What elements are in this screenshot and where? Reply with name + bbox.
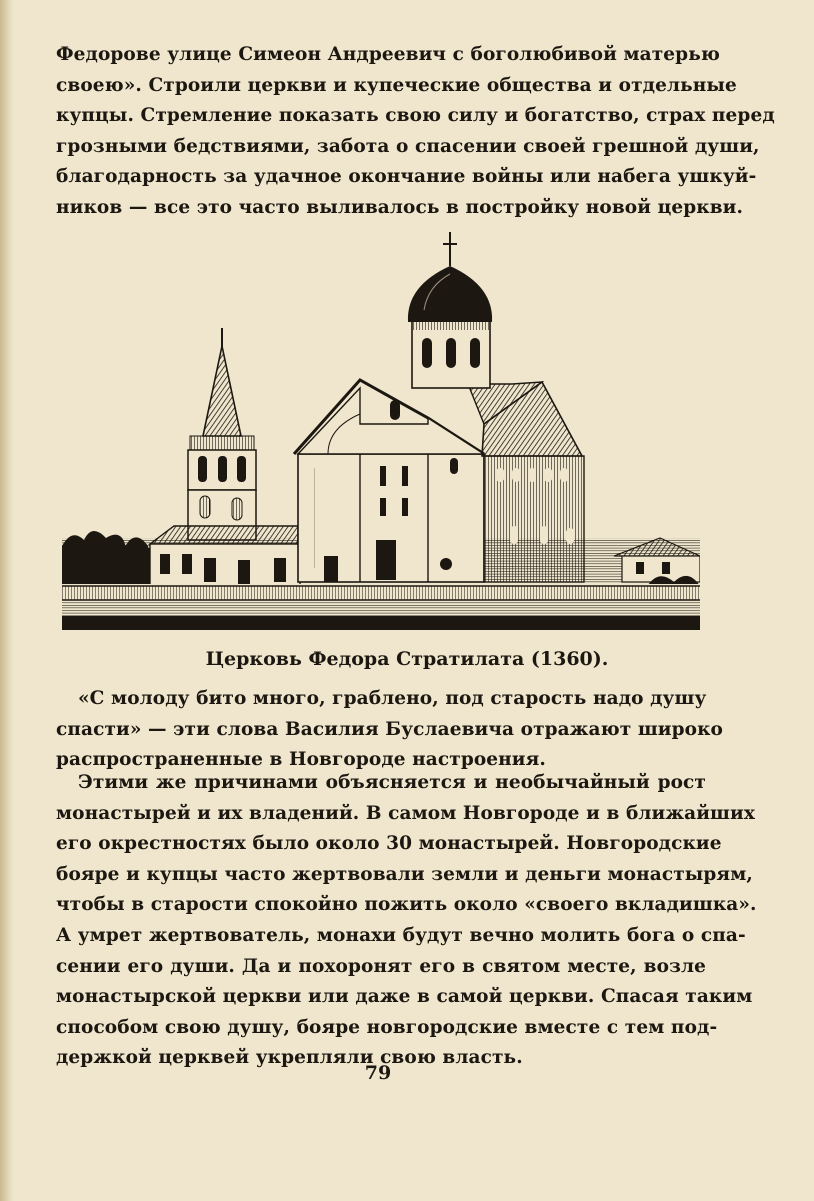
- trees-left: [62, 531, 152, 588]
- paragraph-line: спасти» — эти слова Василия Буслаевича отражают широко: [56, 718, 723, 740]
- fence: [62, 584, 700, 602]
- paragraph-line: его окрестностях было около 30 монастырей. Новгородские: [56, 833, 722, 855]
- paragraph-line: купцы. Стремление показать свою силу и богатство, страх перед: [56, 105, 775, 127]
- paragraph-line: монастырей и их владений. В самом Новгороде и в ближайших: [56, 802, 755, 824]
- page-number: 79: [364, 1062, 392, 1084]
- bell-tower: [188, 328, 256, 540]
- paragraph-line: чтобы в старости спокойно пожить около «своего вкладишка».: [56, 894, 757, 916]
- paragraph-line: благодарность за удачное окончание войны или набега ушкуй-: [56, 166, 757, 188]
- page-binding-edge: [0, 0, 14, 1201]
- paragraph-line: распространенные в Новгороде настроения.: [56, 749, 546, 771]
- paragraph-3: [56, 768, 757, 1074]
- paragraph-line: монастырской церкви или даже в самой церкви. Спасая таким: [56, 986, 753, 1008]
- church-main: [294, 380, 484, 582]
- drum-and-dome: [408, 232, 492, 388]
- paragraph-line: грозными бедствиями, забота о спасении своей грешной души,: [56, 135, 760, 157]
- paragraph-line: сении его души. Да и похоронят его в святом месте, возле: [56, 955, 706, 977]
- paragraph-line: бояре и купцы часто жертвовали земли и деньги монастырям,: [56, 863, 753, 885]
- paragraph-line: держкой церквей укрепляли свою власть.: [56, 1047, 523, 1069]
- paragraph-line: ников — все это часто выливалось в постройку новой церкви.: [56, 196, 744, 218]
- paragraph-line: «С молоду бито много, граблено, под старость надо душу: [78, 688, 707, 709]
- paragraph-1: [56, 40, 775, 224]
- paragraph-line: Этими же причинами объясняется и необычайный рост: [78, 772, 706, 793]
- paragraph-line: А умрет жертвователь, монахи будут вечно молить бога о спа-: [56, 924, 746, 946]
- apse: [468, 382, 584, 582]
- paragraph-2: [56, 684, 723, 776]
- annex-building: [150, 526, 300, 588]
- church-illustration: [62, 228, 700, 630]
- paragraph-line: Федорове улице Симеон Андреевич с боголюбивой матерью: [56, 44, 720, 65]
- paragraph-line: способом свою душу, бояре новгородские вместе с тем под-: [56, 1016, 718, 1038]
- figure-caption: Церковь Федора Стратилата (1360).: [205, 648, 609, 670]
- ground-shadow: [62, 616, 700, 630]
- paragraph-line: своею». Строили церкви и купеческие общества и отдельные: [56, 74, 737, 96]
